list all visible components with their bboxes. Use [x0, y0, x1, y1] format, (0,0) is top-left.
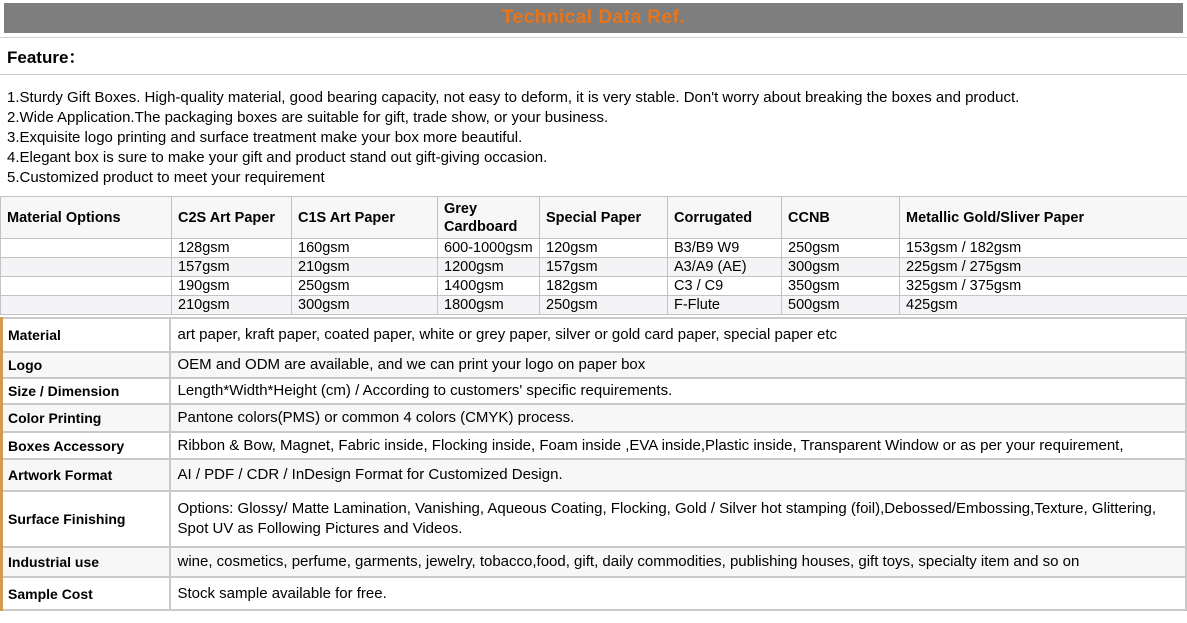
row-value: Ribbon & Bow, Magnet, Fabric inside, Flocking inside, Foam inside ,EVA inside,Plastic inside, Transparent Window or as per your requirement,: [170, 432, 1187, 459]
table-cell: 190gsm: [172, 277, 292, 296]
column-header: Grey Cardboard: [438, 197, 540, 239]
table-row: [1, 296, 1187, 315]
table-cell: 425gsm: [900, 296, 1187, 315]
table-cell: 210gsm: [292, 258, 438, 277]
feature-item: 5.Customized product to meet your requirement: [7, 168, 1180, 188]
row-value: Pantone colors(PMS) or common 4 colors (CMYK) process.: [170, 404, 1187, 432]
product-detail-table: [0, 317, 1187, 611]
table-cell: 250gsm: [540, 296, 668, 315]
table-row: [2, 404, 1187, 432]
material-options-table-header: [1, 197, 1187, 239]
table-cell: C3 / C9: [668, 277, 782, 296]
row-value: AI / PDF / CDR / InDesign Format for Customized Design.: [170, 459, 1187, 491]
feature-heading: Feature：: [0, 37, 1187, 75]
table-cell: [1, 258, 172, 277]
row-value: art paper, kraft paper, coated paper, white or grey paper, silver or gold card paper, special paper etc: [170, 318, 1187, 352]
table-cell: 153gsm / 182gsm: [900, 239, 1187, 258]
table-cell: 250gsm: [292, 277, 438, 296]
row-value: wine, cosmetics, perfume, garments, jewelry, tobacco,food, gift, daily commodities, publishing houses, gift toys, specialty item and so on: [170, 547, 1187, 577]
table-row: [2, 577, 1187, 610]
row-label: Material: [2, 318, 170, 352]
table-row: [1, 258, 1187, 277]
table-cell: 157gsm: [540, 258, 668, 277]
feature-item: 4.Elegant box is sure to make your gift and product stand out gift-giving occasion.: [7, 148, 1180, 168]
row-label: Boxes Accessory: [2, 432, 170, 459]
table-cell: 210gsm: [172, 296, 292, 315]
table-cell: 500gsm: [782, 296, 900, 315]
feature-item: 3.Exquisite logo printing and surface treatment make your box more beautiful.: [7, 128, 1180, 148]
table-row: [2, 378, 1187, 404]
table-cell: 1800gsm: [438, 296, 540, 315]
table-cell: 160gsm: [292, 239, 438, 258]
table-cell: 250gsm: [782, 239, 900, 258]
column-header: Material Options: [1, 197, 172, 239]
material-options-table: [0, 196, 1187, 315]
table-cell: 120gsm: [540, 239, 668, 258]
feature-item: 2.Wide Application.The packaging boxes are suitable for gift, trade show, or your business.: [7, 108, 1180, 128]
column-header: Metallic Gold/Sliver Paper: [900, 197, 1187, 239]
table-cell: B3/B9 W9: [668, 239, 782, 258]
table-row: [2, 547, 1187, 577]
table-cell: F-Flute: [668, 296, 782, 315]
table-row: [2, 318, 1187, 352]
table-cell: 1200gsm: [438, 258, 540, 277]
feature-list: [0, 75, 1187, 188]
table-cell: 128gsm: [172, 239, 292, 258]
table-cell: 1400gsm: [438, 277, 540, 296]
table-row: [2, 459, 1187, 491]
table-row: [2, 352, 1187, 378]
table-cell: 225gsm / 275gsm: [900, 258, 1187, 277]
table-cell: 325gsm / 375gsm: [900, 277, 1187, 296]
table-cell: 182gsm: [540, 277, 668, 296]
table-cell: 600-1000gsm: [438, 239, 540, 258]
row-value: Stock sample available for free.: [170, 577, 1187, 610]
table-row: [1, 239, 1187, 258]
column-header: Special Paper: [540, 197, 668, 239]
table-cell: [1, 239, 172, 258]
column-header: CCNB: [782, 197, 900, 239]
row-value: Length*Width*Height (cm) / According to customers' specific requirements.: [170, 378, 1187, 404]
row-label: Logo: [2, 352, 170, 378]
row-label: Artwork Format: [2, 459, 170, 491]
row-label: Industrial use: [2, 547, 170, 577]
table-row: [2, 432, 1187, 459]
row-label: Color Printing: [2, 404, 170, 432]
column-header: C2S Art Paper: [172, 197, 292, 239]
row-value: Options: Glossy/ Matte Lamination, Vanishing, Aqueous Coating, Flocking, Gold / Silver hot stamping (foil),Debossed/Embossing,Texture, Glittering, Spot UV as Following Pictures and Videos.: [170, 491, 1187, 547]
header-row: [1, 197, 1187, 239]
table-cell: 300gsm: [782, 258, 900, 277]
table-cell: A3/A9 (AE): [668, 258, 782, 277]
table-cell: [1, 277, 172, 296]
product-detail-table-body: [2, 318, 1187, 610]
row-label: Surface Finishing: [2, 491, 170, 547]
table-cell: [1, 296, 172, 315]
column-header: Corrugated: [668, 197, 782, 239]
material-options-table-body: [1, 239, 1187, 315]
table-row: [1, 277, 1187, 296]
table-cell: 300gsm: [292, 296, 438, 315]
row-label: Sample Cost: [2, 577, 170, 610]
table-row: [2, 491, 1187, 547]
feature-item: 1.Sturdy Gift Boxes. High-quality material, good bearing capacity, not easy to deform, it is very stable. Don't worry about breaking the boxes and product.: [7, 88, 1180, 108]
row-value: OEM and ODM are available, and we can print your logo on paper box: [170, 352, 1187, 378]
row-label: Size / Dimension: [2, 378, 170, 404]
banner-title: Technical Data Ref.: [502, 7, 685, 29]
table-cell: 350gsm: [782, 277, 900, 296]
banner: [4, 3, 1183, 33]
column-header: C1S Art Paper: [292, 197, 438, 239]
table-cell: 157gsm: [172, 258, 292, 277]
